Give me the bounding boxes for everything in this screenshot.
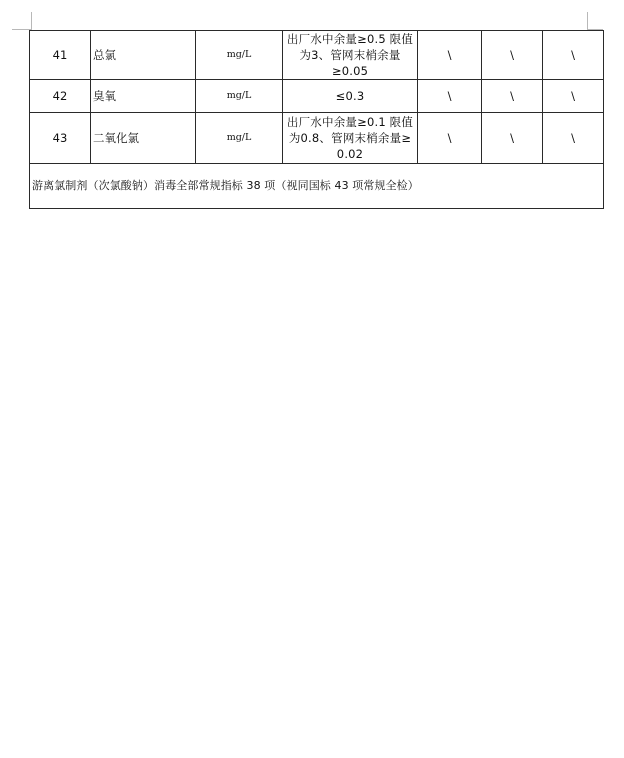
limit-line: ≤0.3 [335,89,365,103]
margin-corner-mark-top-left [12,12,32,30]
limit-line: 出厂水中余量≥0.1 限值 [286,115,414,129]
result-cell: \ [418,113,482,164]
result-cell: \ [418,31,482,80]
water-quality-table [29,30,604,209]
margin-corner-mark-top-right [587,12,603,30]
limit-line: 为3、管网末梢余量≥0.05 [299,48,401,78]
result-cell: \ [482,113,543,164]
indicator-name: 臭氧 [91,80,196,113]
table-row [30,31,604,80]
table-note-row [30,164,604,209]
unit-cell: mg/L [196,31,283,80]
result-cell: \ [482,80,543,113]
table-row [30,113,604,164]
row-number: 42 [30,80,91,113]
result-cell: \ [543,31,604,80]
row-number: 43 [30,113,91,164]
limit-line: 出厂水中余量≥0.5 限值 [286,32,414,46]
limit-line: 0.02 [336,147,364,161]
table-note: 游离氯制剂（次氯酸钠）消毒全部常规指标 38 项（视同国标 43 项常规全检） [30,164,604,209]
indicator-name: 二氧化氯 [91,113,196,164]
limit-cell [283,80,418,113]
result-cell: \ [418,80,482,113]
result-cell: \ [543,113,604,164]
result-cell: \ [543,80,604,113]
unit-cell: mg/L [196,113,283,164]
row-number: 41 [30,31,91,80]
result-cell: \ [482,31,543,80]
limit-line: 为0.8、管网末梢余量≥ [288,131,412,145]
indicator-name: 总氯 [91,31,196,80]
table-row [30,80,604,113]
limit-cell [283,113,418,164]
unit-cell: mg/L [196,80,283,113]
limit-cell [283,31,418,80]
